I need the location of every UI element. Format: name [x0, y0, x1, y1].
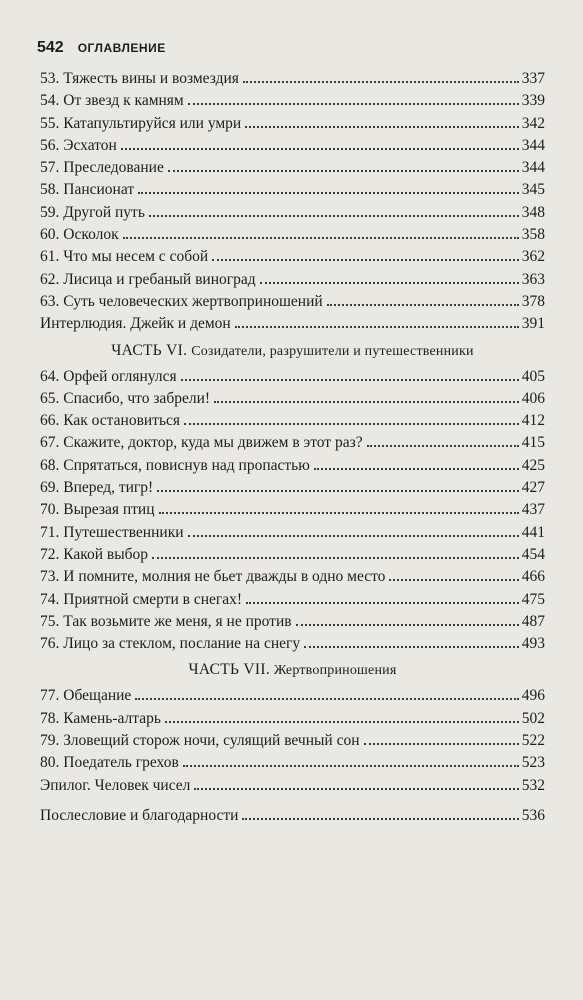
- part-heading-6: [40, 336, 545, 366]
- toc-entry-title: Интерлюдия. Джейк и демон: [40, 315, 231, 333]
- toc-entry-page: 391: [521, 315, 545, 333]
- dot-leader: [123, 237, 519, 239]
- toc-entry-page: 363: [521, 270, 545, 288]
- toc-entry-page: 487: [521, 612, 545, 630]
- toc-entry-page: 378: [521, 292, 545, 310]
- dot-leader: [235, 326, 519, 328]
- dot-leader: [157, 490, 519, 492]
- toc-entry-page: 344: [521, 159, 545, 177]
- toc-entry-page: 412: [521, 412, 545, 430]
- toc-entry-page: 425: [521, 456, 545, 474]
- toc-entry-page: 532: [521, 776, 545, 794]
- toc-entry-title: 71. Путешественники: [40, 523, 184, 541]
- toc-entry-page: 427: [521, 479, 545, 497]
- toc-entry-page: 415: [521, 434, 545, 452]
- dot-leader: [165, 721, 519, 723]
- toc-entry-afterword[interactable]: [40, 805, 545, 827]
- toc-entry[interactable]: [40, 589, 545, 611]
- toc-entry-page: 441: [521, 523, 545, 541]
- dot-leader: [188, 535, 519, 537]
- toc-entry-title: 76. Лицо за стеклом, послание на снегу: [40, 635, 301, 653]
- dot-leader: [149, 215, 519, 217]
- toc-entry-page: 344: [521, 136, 545, 154]
- dot-leader: [184, 423, 519, 425]
- part-name: Созидатели, разрушители и путешественники: [191, 343, 474, 359]
- running-head-title: ОГЛАВЛЕНИЕ: [77, 41, 166, 55]
- toc-entry-title: 77. Обещание: [40, 687, 132, 705]
- toc-entry[interactable]: [40, 633, 545, 655]
- toc-entry-page: 437: [521, 501, 545, 519]
- toc-entry[interactable]: [40, 179, 545, 201]
- toc-group-1: [40, 68, 545, 336]
- toc-entry-title: 70. Вырезая птиц: [40, 501, 155, 519]
- toc-entry-title: 75. Так возьмите же меня, я не против: [40, 612, 292, 630]
- toc-entry-page: 536: [521, 806, 545, 824]
- toc-entry-title: 54. От звезд к камням: [40, 92, 184, 110]
- toc-entry[interactable]: [40, 410, 545, 432]
- toc-entry[interactable]: [40, 269, 545, 291]
- part-label: ЧАСТЬ VI.: [111, 341, 188, 359]
- dot-leader: [242, 818, 518, 820]
- page-number: 542: [37, 39, 64, 56]
- toc-entry-title: 58. Пансионат: [40, 181, 135, 199]
- toc-entry[interactable]: [40, 366, 545, 388]
- toc-entry[interactable]: [40, 752, 545, 774]
- toc-entry-page: 345: [521, 181, 545, 199]
- dot-leader: [304, 646, 519, 648]
- toc-entry-title: 56. Эсхатон: [40, 136, 117, 154]
- table-of-contents: [40, 68, 545, 827]
- part-heading-7: [40, 655, 545, 685]
- toc-entry-title: 72. Какой выбор: [40, 545, 149, 563]
- dot-leader: [245, 126, 519, 128]
- toc-entry-title: 63. Суть человеческих жертвоприношений: [40, 292, 323, 310]
- toc-group-3: [40, 685, 545, 796]
- dot-leader: [367, 445, 519, 447]
- toc-entry-page: 406: [521, 389, 545, 407]
- toc-entry[interactable]: [40, 388, 545, 410]
- dot-leader: [389, 579, 518, 581]
- toc-entry-title: 78. Камень-алтарь: [40, 709, 161, 727]
- toc-entry[interactable]: [40, 708, 545, 730]
- toc-entry[interactable]: [40, 499, 545, 521]
- toc-entry-title: 60. Осколок: [40, 226, 119, 244]
- toc-entry-title: 65. Спасибо, что забрели!: [40, 389, 211, 407]
- toc-entry-title: 53. Тяжесть вины и возмездия: [40, 70, 239, 87]
- toc-entry-title: Послесловие и благодарности: [40, 806, 239, 824]
- toc-entry[interactable]: [40, 432, 545, 454]
- toc-entry[interactable]: [40, 90, 545, 112]
- toc-entry-page: 523: [521, 754, 545, 772]
- dot-leader: [296, 624, 519, 626]
- toc-entry-page: 454: [521, 545, 545, 563]
- toc-entry-title: 67. Скажите, доктор, куда мы движем в этот раз?: [40, 434, 363, 452]
- dot-leader: [214, 401, 519, 403]
- dot-leader: [260, 282, 519, 284]
- toc-entry[interactable]: [40, 730, 545, 752]
- dot-leader: [314, 468, 519, 470]
- toc-entry-page: 339: [521, 92, 545, 110]
- toc-entry-title: Эпилог. Человек чисел: [40, 776, 191, 794]
- toc-entry-page: 405: [521, 367, 545, 385]
- toc-entry-title: 55. Катапультируйся или умри: [40, 114, 242, 132]
- toc-entry-title: 66. Как остановиться: [40, 412, 181, 430]
- toc-entry-page: 496: [521, 687, 545, 705]
- toc-entry[interactable]: [40, 113, 545, 135]
- toc-entry-page: 466: [521, 568, 545, 586]
- toc-entry-page: 358: [521, 226, 545, 244]
- dot-leader: [246, 602, 519, 604]
- dot-leader: [121, 148, 519, 150]
- dot-leader: [138, 192, 519, 194]
- toc-entry-page: 362: [521, 248, 545, 266]
- toc-entry-title: 73. И помните, молния не бьет дважды в одно место: [40, 568, 386, 586]
- toc-entry-title: 80. Поедатель грехов: [40, 754, 179, 772]
- dot-leader: [364, 743, 519, 745]
- dot-leader: [135, 698, 518, 700]
- toc-entry[interactable]: [40, 544, 545, 566]
- toc-entry[interactable]: [40, 685, 545, 707]
- toc-entry-title: 79. Зловещий сторож ночи, сулящий вечный сон: [40, 732, 360, 750]
- dot-leader: [212, 259, 519, 261]
- toc-entry-page: 493: [521, 635, 545, 653]
- toc-entry-title: 69. Вперед, тигр!: [40, 479, 154, 497]
- toc-entry-title: 74. Приятной смерти в снегах!: [40, 590, 243, 608]
- running-head: [37, 39, 166, 57]
- dot-leader: [327, 304, 519, 306]
- toc-entry-page: 502: [521, 709, 545, 727]
- toc-entry[interactable]: [40, 202, 545, 224]
- dot-leader: [181, 379, 519, 381]
- toc-entry-title: 57. Преследование: [40, 159, 164, 177]
- toc-entry[interactable]: [40, 224, 545, 246]
- toc-entry[interactable]: [40, 611, 545, 633]
- toc-group-2: [40, 366, 545, 656]
- toc-entry-title: 61. Что мы несем с собой: [40, 248, 209, 266]
- toc-entry[interactable]: [40, 291, 545, 313]
- toc-entry[interactable]: [40, 68, 545, 90]
- dot-leader: [243, 81, 519, 83]
- toc-entry-title: 64. Орфей оглянулся: [40, 367, 177, 385]
- toc-entry[interactable]: [40, 775, 545, 797]
- dot-leader: [194, 788, 518, 790]
- toc-entry-page: 522: [521, 732, 545, 750]
- dot-leader: [152, 557, 519, 559]
- part-name: Жертвоприношения: [273, 663, 397, 679]
- toc-entry[interactable]: [40, 246, 545, 268]
- toc-entry[interactable]: [40, 455, 545, 477]
- toc-entry-page: 342: [521, 114, 545, 132]
- toc-entry[interactable]: [40, 313, 545, 335]
- toc-entry[interactable]: [40, 477, 545, 499]
- toc-entry-page: 348: [521, 203, 545, 221]
- toc-entry-title: 59. Другой путь: [40, 203, 145, 221]
- dot-leader: [159, 512, 519, 514]
- toc-entry-title: 68. Спрятаться, повиснув над пропастью: [40, 456, 310, 474]
- dot-leader: [188, 103, 519, 105]
- toc-entry-title: 62. Лисица и гребаный виноград: [40, 270, 256, 288]
- dot-leader: [168, 170, 519, 172]
- toc-entry-page: 475: [521, 590, 545, 608]
- toc-entry[interactable]: [40, 522, 545, 544]
- toc-entry[interactable]: [40, 157, 545, 179]
- toc-entry[interactable]: [40, 566, 545, 588]
- part-label: ЧАСТЬ VII.: [188, 661, 270, 679]
- toc-entry[interactable]: [40, 135, 545, 157]
- dot-leader: [183, 765, 519, 767]
- toc-entry-page: 337: [521, 70, 545, 87]
